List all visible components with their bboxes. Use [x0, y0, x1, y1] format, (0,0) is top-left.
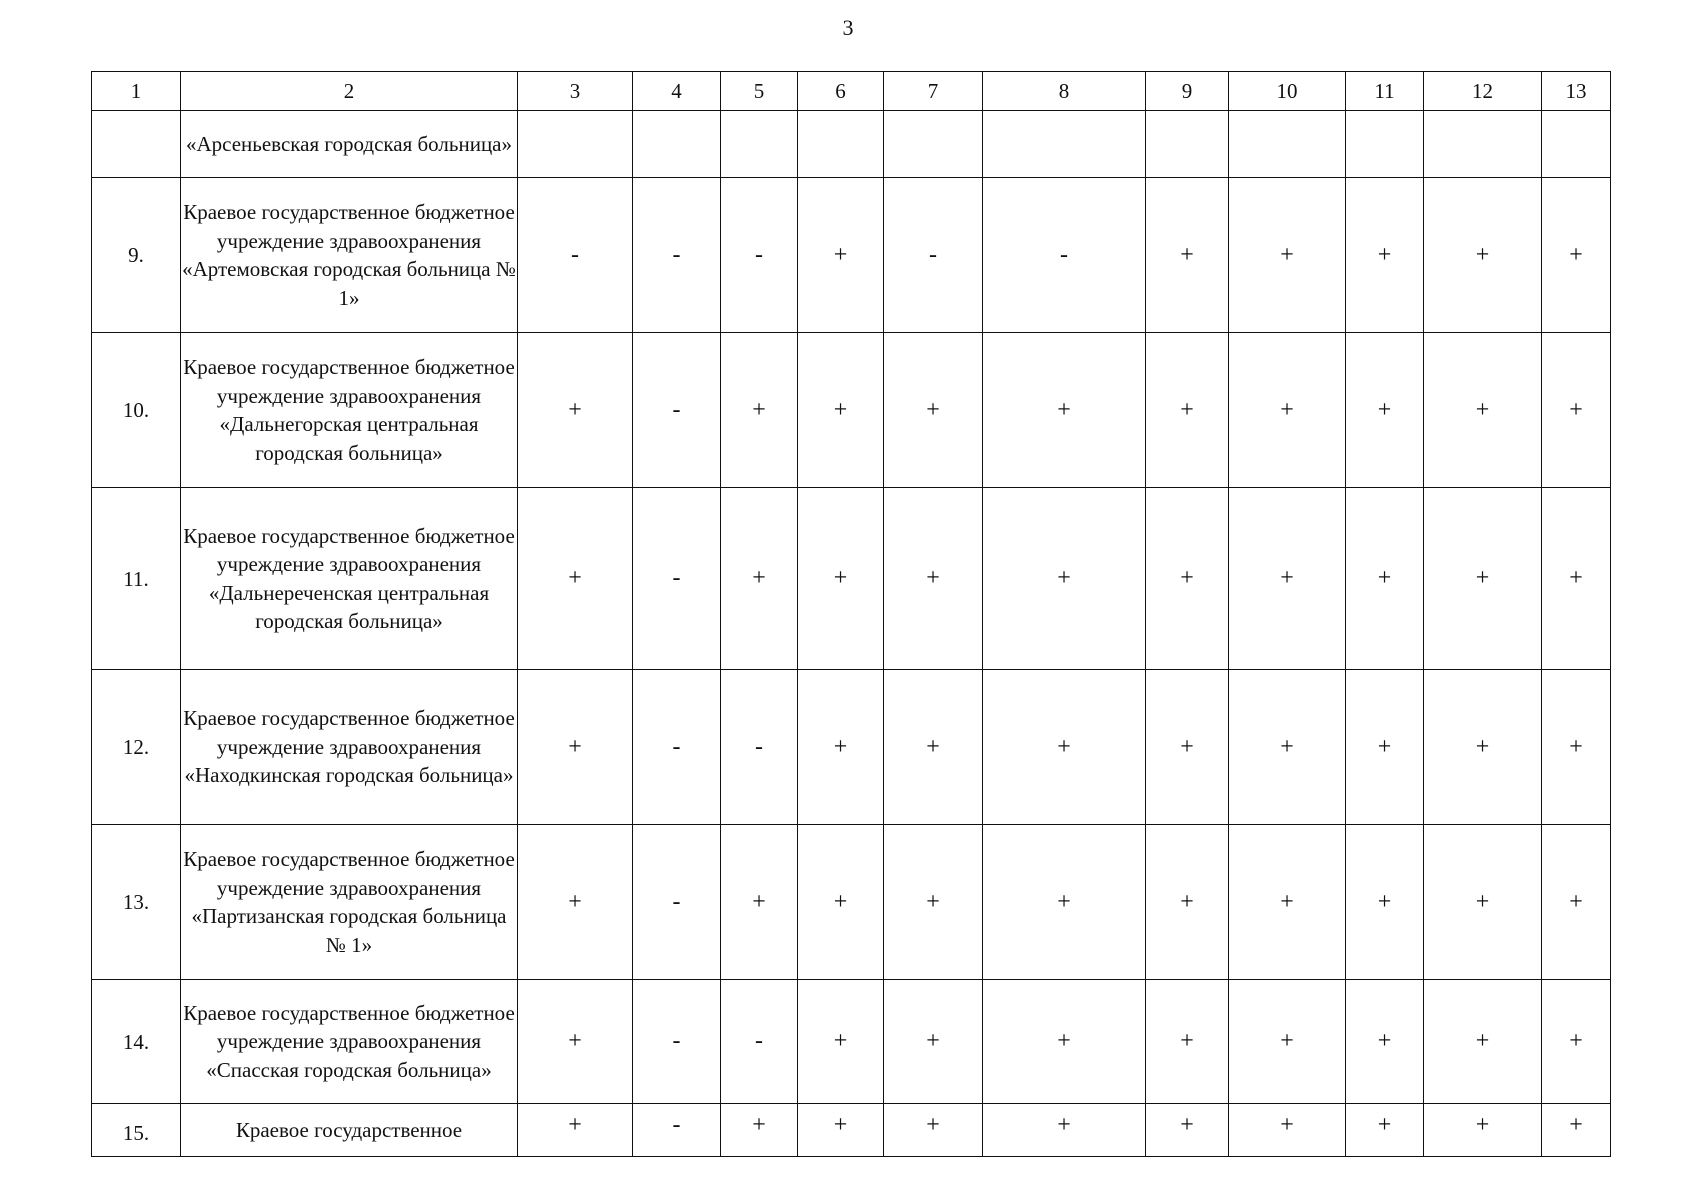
mark-cell: +: [884, 825, 983, 980]
mark-cell: -: [983, 178, 1146, 333]
mark-cell: +: [798, 825, 884, 980]
mark-cell: +: [1229, 825, 1346, 980]
facility-name: Краевое государственное бюджетное учреждение здравоохранения «Дальнереченская центральная городская больница»: [181, 488, 518, 670]
mark-cell: +: [1146, 670, 1229, 825]
mark-cell: +: [518, 1104, 633, 1157]
mark-cell: +: [721, 488, 798, 670]
mark-cell: +: [1424, 825, 1542, 980]
mark-cell: -: [633, 980, 721, 1104]
mark-cell: +: [721, 333, 798, 488]
mark-cell: +: [884, 670, 983, 825]
table-row: [92, 488, 1611, 670]
mark-cell: +: [1424, 670, 1542, 825]
mark-cell: +: [1229, 333, 1346, 488]
column-header: 9: [1146, 72, 1229, 111]
mark-cell: +: [1346, 670, 1424, 825]
facility-name: Краевое государственное бюджетное учреждение здравоохранения «Партизанская городская больница № 1»: [181, 825, 518, 980]
mark-cell: -: [633, 488, 721, 670]
mark-cell: +: [798, 1104, 884, 1157]
table-row: [92, 825, 1611, 980]
mark-cell: +: [1542, 1104, 1611, 1157]
mark-cell: [884, 111, 983, 178]
mark-cell: +: [1146, 980, 1229, 1104]
mark-cell: -: [633, 178, 721, 333]
mark-cell: +: [983, 670, 1146, 825]
mark-cell: +: [1229, 980, 1346, 1104]
mark-cell: +: [1229, 178, 1346, 333]
facility-name: Краевое государственное бюджетное учреждение здравоохранения «Спасская городская больница»: [181, 980, 518, 1104]
column-header: 6: [798, 72, 884, 111]
mark-cell: +: [1424, 178, 1542, 333]
facility-name: Краевое государственное бюджетное учреждение здравоохранения «Артемовская городская больница № 1»: [181, 178, 518, 333]
mark-cell: +: [1346, 333, 1424, 488]
mark-cell: [1346, 111, 1424, 178]
mark-cell: [721, 111, 798, 178]
mark-cell: +: [1346, 1104, 1424, 1157]
mark-cell: +: [1424, 1104, 1542, 1157]
column-header: 2: [181, 72, 518, 111]
mark-cell: -: [633, 670, 721, 825]
mark-cell: +: [1229, 670, 1346, 825]
table-row: [92, 111, 1611, 178]
mark-cell: +: [1346, 178, 1424, 333]
mark-cell: +: [721, 1104, 798, 1157]
column-header: 4: [633, 72, 721, 111]
table-row: [92, 1104, 1611, 1157]
mark-cell: +: [1229, 488, 1346, 670]
mark-cell: +: [1424, 488, 1542, 670]
table-row: [92, 670, 1611, 825]
mark-cell: +: [798, 980, 884, 1104]
mark-cell: +: [1346, 825, 1424, 980]
mark-cell: +: [518, 825, 633, 980]
page-number: 3: [842, 15, 854, 40]
row-number: [92, 111, 181, 178]
mark-cell: [1424, 111, 1542, 178]
mark-cell: +: [1542, 825, 1611, 980]
mark-cell: -: [721, 980, 798, 1104]
mark-cell: +: [1146, 825, 1229, 980]
facility-name: Краевое государственное: [181, 1104, 518, 1157]
mark-cell: +: [1542, 980, 1611, 1104]
mark-cell: +: [798, 670, 884, 825]
column-header: 8: [983, 72, 1146, 111]
mark-cell: +: [1146, 178, 1229, 333]
mark-cell: +: [983, 1104, 1146, 1157]
mark-cell: +: [1346, 488, 1424, 670]
header-row: [92, 72, 1611, 111]
table-row: [92, 333, 1611, 488]
mark-cell: [798, 111, 884, 178]
mark-cell: +: [983, 825, 1146, 980]
table-row: [92, 980, 1611, 1104]
mark-cell: +: [884, 488, 983, 670]
row-number: 12.: [92, 670, 181, 825]
mark-cell: +: [518, 670, 633, 825]
mark-cell: +: [518, 980, 633, 1104]
mark-cell: +: [1542, 178, 1611, 333]
mark-cell: -: [633, 1104, 721, 1157]
mark-cell: -: [721, 670, 798, 825]
mark-cell: +: [884, 980, 983, 1104]
facility-name: Краевое государственное бюджетное учреждение здравоохранения «Дальнегорская центральная городская больница»: [181, 333, 518, 488]
column-header: 10: [1229, 72, 1346, 111]
table-row: [92, 178, 1611, 333]
mark-cell: +: [518, 333, 633, 488]
mark-cell: -: [721, 178, 798, 333]
facility-table: [91, 71, 1611, 1157]
mark-cell: -: [633, 333, 721, 488]
mark-cell: +: [1542, 333, 1611, 488]
mark-cell: +: [1424, 980, 1542, 1104]
mark-cell: +: [1346, 980, 1424, 1104]
mark-cell: [633, 111, 721, 178]
mark-cell: [1146, 111, 1229, 178]
column-header: 13: [1542, 72, 1611, 111]
column-header: 3: [518, 72, 633, 111]
mark-cell: +: [1146, 1104, 1229, 1157]
mark-cell: -: [633, 825, 721, 980]
mark-cell: +: [884, 1104, 983, 1157]
row-number: 14.: [92, 980, 181, 1104]
mark-cell: +: [798, 488, 884, 670]
facility-name: Краевое государственное бюджетное учреждение здравоохранения «Находкинская городская больница»: [181, 670, 518, 825]
row-number: 13.: [92, 825, 181, 980]
column-header: 11: [1346, 72, 1424, 111]
mark-cell: +: [1424, 333, 1542, 488]
mark-cell: +: [798, 178, 884, 333]
mark-cell: -: [884, 178, 983, 333]
mark-cell: [983, 111, 1146, 178]
mark-cell: +: [983, 333, 1146, 488]
facility-name: «Арсеньевская городская больница»: [181, 111, 518, 178]
column-header: 1: [92, 72, 181, 111]
column-header: 7: [884, 72, 983, 111]
mark-cell: [1229, 111, 1346, 178]
mark-cell: +: [983, 980, 1146, 1104]
mark-cell: +: [1229, 1104, 1346, 1157]
row-number: 15.: [92, 1104, 181, 1157]
row-number: 10.: [92, 333, 181, 488]
mark-cell: +: [721, 825, 798, 980]
mark-cell: +: [518, 488, 633, 670]
mark-cell: [1542, 111, 1611, 178]
column-header: 12: [1424, 72, 1542, 111]
mark-cell: +: [1146, 333, 1229, 488]
mark-cell: +: [983, 488, 1146, 670]
mark-cell: +: [798, 333, 884, 488]
row-number: 11.: [92, 488, 181, 670]
mark-cell: [518, 111, 633, 178]
row-number: 9.: [92, 178, 181, 333]
mark-cell: +: [884, 333, 983, 488]
mark-cell: +: [1542, 670, 1611, 825]
column-header: 5: [721, 72, 798, 111]
mark-cell: -: [518, 178, 633, 333]
mark-cell: +: [1146, 488, 1229, 670]
mark-cell: +: [1542, 488, 1611, 670]
